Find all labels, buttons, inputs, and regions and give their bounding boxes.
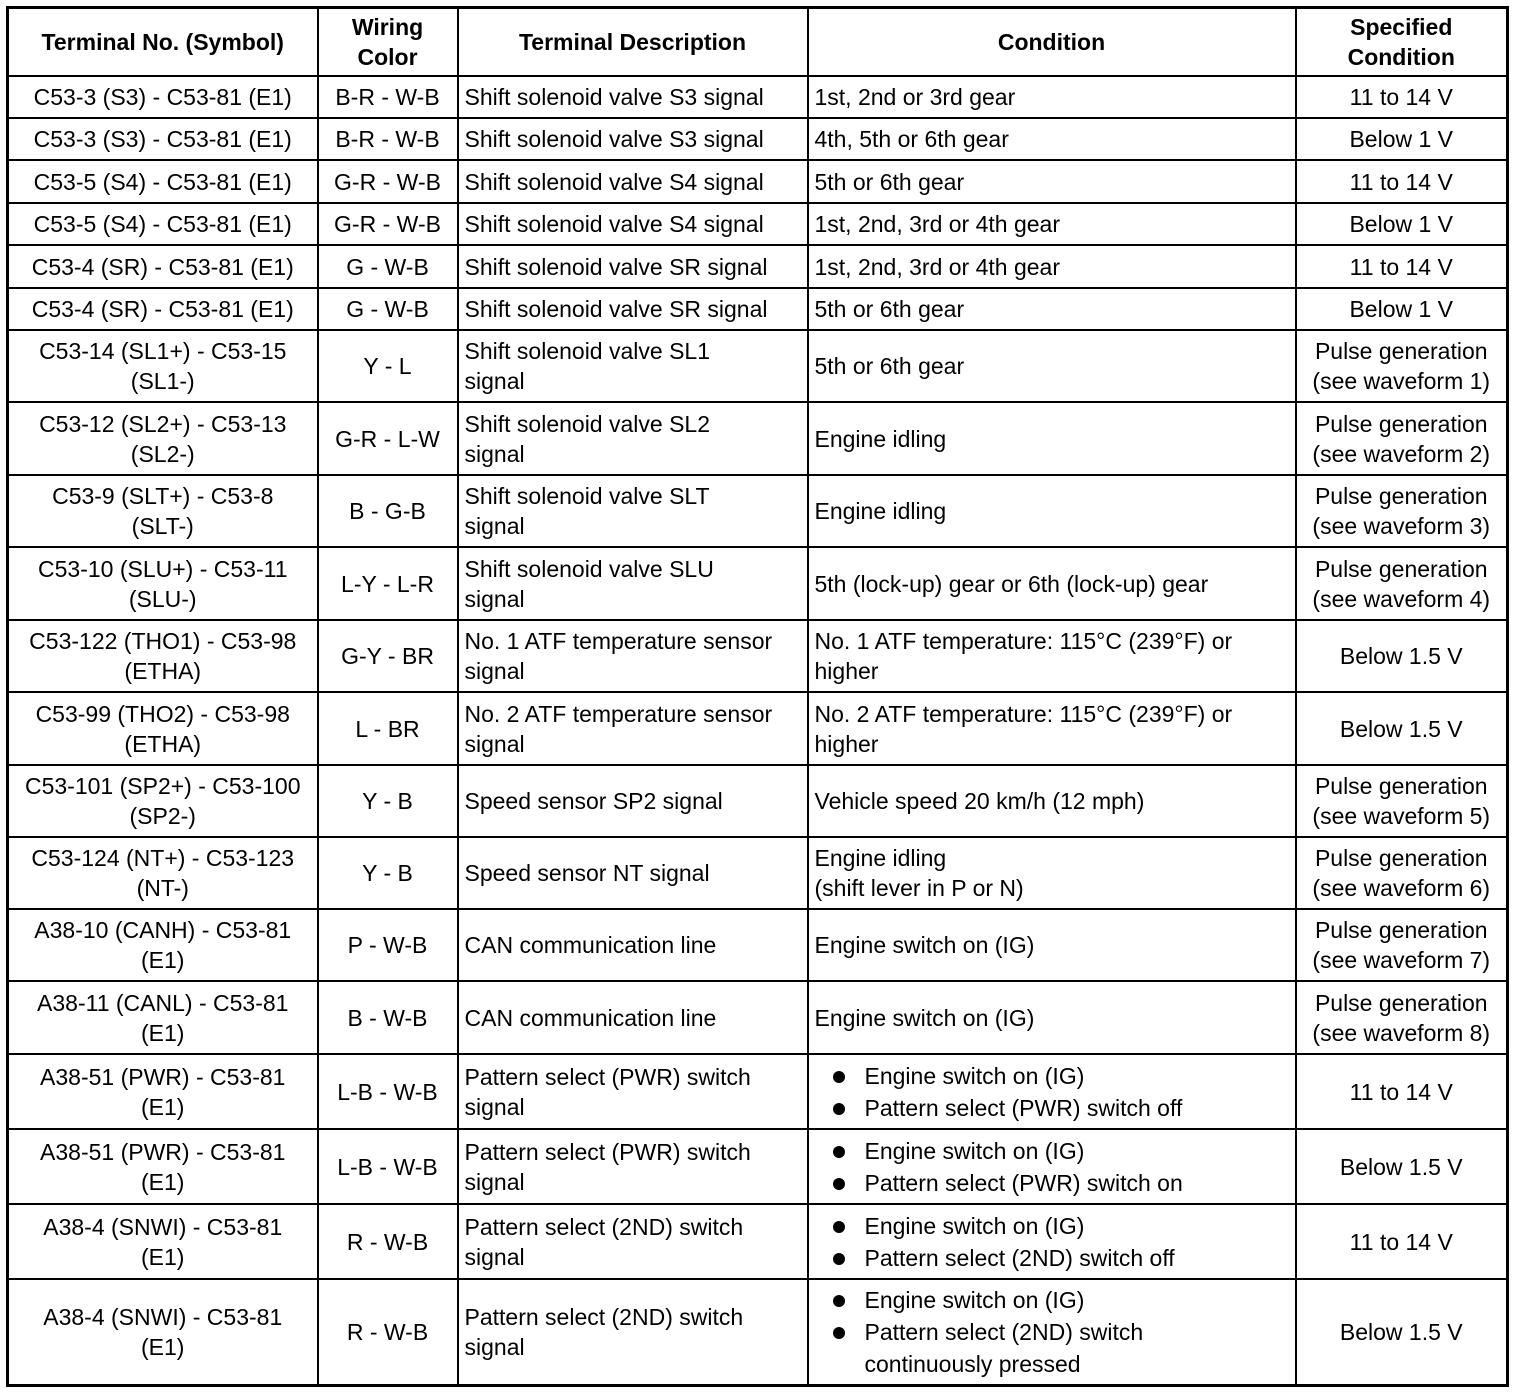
condition-cell: [808, 160, 1296, 203]
table-row: [8, 692, 1508, 765]
cell-text: No. 1 ATF temperature: 115°C (239°F) or: [814, 628, 1233, 654]
table-row: [8, 620, 1508, 692]
cell-text: C53-5 (S4) - C53-81 (E1): [33, 211, 292, 237]
condition-cell: [808, 837, 1296, 909]
terminal-cell: [8, 1129, 318, 1204]
specified-condition-cell: [1296, 620, 1508, 692]
specified-condition-cell: [1296, 692, 1508, 765]
cell-text: (SP2-): [129, 803, 196, 829]
cell-text: C53-122 (THO1) - C53-98: [29, 628, 297, 654]
wiring-color-cell: B - G-B: [318, 475, 458, 547]
description-cell: [458, 1054, 808, 1129]
wiring-color-cell: L - BR: [318, 692, 458, 765]
cell-text: C53-9 (SLT+) - C53-8: [52, 483, 274, 509]
specified-condition-cell: [1296, 288, 1508, 330]
cell-text: Below 1 V: [1349, 126, 1454, 152]
table-row: [8, 1279, 1508, 1385]
terminal-inspection-table: [6, 6, 1509, 1387]
cell-text: 11 to 14 V: [1349, 84, 1453, 110]
condition-cell: [808, 245, 1296, 288]
cell-text: (see waveform 5): [1312, 803, 1491, 829]
specified-condition-cell: [1296, 1204, 1508, 1279]
header-terminal-description: Terminal Description: [458, 8, 808, 77]
terminal-cell: [8, 402, 318, 475]
wiring-color-cell: P - W-B: [318, 909, 458, 981]
cell-text: Speed sensor SP2 signal: [464, 788, 723, 814]
wiring-color-cell: Y - L: [318, 330, 458, 402]
condition-cell: [808, 402, 1296, 475]
cell-text: Engine idling: [814, 425, 947, 452]
table-wrapper: [6, 6, 1509, 1387]
condition-bullet-list: [815, 1284, 1289, 1380]
table-row: [8, 765, 1508, 837]
table-row: [8, 547, 1508, 620]
cell-text: Shift solenoid valve SR signal: [464, 296, 768, 322]
cell-text: A38-51 (PWR) - C53-81: [40, 1138, 286, 1165]
cell-text: A38-10 (CANH) - C53-81: [34, 917, 292, 943]
table-row: [8, 1204, 1508, 1279]
cell-text: Below 1.5 V: [1339, 715, 1463, 742]
cell-text: 11 to 14 V: [1349, 1228, 1453, 1255]
cell-text: signal: [464, 730, 525, 757]
cell-text: No. 2 ATF temperature sensor: [464, 700, 773, 727]
cell-text: (E1): [141, 1168, 185, 1195]
condition-cell: [808, 1279, 1296, 1385]
cell-text: CAN communication line: [464, 932, 717, 958]
cell-text: Shift solenoid valve SLU: [464, 555, 714, 582]
cell-text: A38-4 (SNWI) - C53-81: [43, 1213, 283, 1240]
cell-text: (shift lever in P or N): [814, 875, 1024, 901]
cell-text: C53-3 (S3) - C53-81 (E1): [33, 84, 292, 110]
wiring-color-cell: Y - B: [318, 765, 458, 837]
table-body: [8, 76, 1508, 1385]
wiring-color-cell: G - W-B: [318, 245, 458, 288]
specified-condition-cell: [1296, 1054, 1508, 1129]
wiring-color-cell: L-Y - L-R: [318, 547, 458, 620]
condition-cell: [808, 1204, 1296, 1279]
cell-text: higher: [814, 658, 879, 684]
description-cell: [458, 245, 808, 288]
specified-condition-cell: [1296, 909, 1508, 981]
condition-cell: [808, 288, 1296, 330]
description-cell: [458, 160, 808, 203]
cell-text: (NT-): [136, 875, 189, 901]
cell-text: Shift solenoid valve SL2: [464, 410, 710, 437]
condition-cell: [808, 330, 1296, 402]
condition-cell: [808, 909, 1296, 981]
condition-cell: [808, 1054, 1296, 1129]
cell-text: Pattern select (2ND) switch: [464, 1213, 744, 1240]
condition-bullet-item: Engine switch on (IG): [833, 1060, 1289, 1092]
specified-condition-cell: [1296, 837, 1508, 909]
header-row: [8, 8, 1508, 77]
cell-text: 5th or 6th gear: [814, 168, 965, 195]
condition-cell: [808, 981, 1296, 1054]
condition-bullet-item: Pattern select (PWR) switch off: [833, 1092, 1289, 1124]
wiring-color-cell: B-R - W-B: [318, 76, 458, 118]
condition-bullet-item: Pattern select (PWR) switch on: [833, 1167, 1289, 1199]
cell-text: 11 to 14 V: [1349, 168, 1453, 195]
description-cell: [458, 118, 808, 160]
condition-cell: [808, 692, 1296, 765]
cell-text: Shift solenoid valve S4 signal: [464, 168, 764, 195]
cell-text: Below 1 V: [1349, 296, 1454, 322]
specified-condition-cell: [1296, 475, 1508, 547]
header-condition: Condition: [808, 8, 1296, 77]
description-cell: [458, 203, 808, 245]
terminal-cell: [8, 160, 318, 203]
cell-text: Shift solenoid valve SR signal: [464, 253, 768, 280]
cell-text: Speed sensor NT signal: [464, 860, 710, 886]
condition-bullet-item: Pattern select (2ND) switch continuously pressed: [833, 1316, 1289, 1380]
cell-text: Pulse generation: [1314, 773, 1488, 799]
cell-text: 4th, 5th or 6th gear: [814, 126, 1009, 152]
terminal-cell: [8, 909, 318, 981]
description-cell: [458, 547, 808, 620]
cell-text: Engine idling: [814, 845, 947, 871]
condition-bullet-item: Pattern select (2ND) switch off: [833, 1242, 1289, 1274]
cell-text: Shift solenoid valve S4 signal: [464, 211, 764, 237]
cell-text: Engine switch on (IG): [814, 1004, 1035, 1031]
cell-text: Engine switch on (IG): [814, 932, 1035, 958]
table-row: [8, 837, 1508, 909]
cell-text: (SL2-): [130, 440, 195, 467]
cell-text: Pulse generation: [1314, 845, 1488, 871]
wiring-color-cell: G - W-B: [318, 288, 458, 330]
table-row: [8, 1054, 1508, 1129]
terminal-cell: [8, 475, 318, 547]
condition-bullet-item: Engine switch on (IG): [833, 1210, 1289, 1242]
cell-text: (SLU-): [128, 585, 197, 612]
cell-text: C53-99 (THO2) - C53-98: [35, 700, 290, 727]
table-row: [8, 118, 1508, 160]
wiring-color-cell: G-Y - BR: [318, 620, 458, 692]
terminal-cell: [8, 118, 318, 160]
description-cell: [458, 1129, 808, 1204]
header-terminal: Terminal No. (Symbol): [8, 8, 318, 77]
condition-bullet-item: Engine switch on (IG): [833, 1135, 1289, 1167]
specified-condition-cell: [1296, 981, 1508, 1054]
table-row: [8, 475, 1508, 547]
cell-text: (SL1-): [130, 368, 195, 394]
wiring-color-cell: R - W-B: [318, 1279, 458, 1385]
cell-text: Pattern select (2ND) switch: [464, 1303, 744, 1330]
cell-text: (see waveform 6): [1312, 875, 1491, 901]
cell-text: Shift solenoid valve SLT: [464, 483, 710, 509]
cell-text: signal: [464, 513, 525, 539]
cell-text: signal: [464, 368, 525, 394]
cell-text: Engine idling: [814, 498, 947, 524]
condition-cell: [808, 765, 1296, 837]
terminal-cell: [8, 1279, 318, 1385]
cell-text: (E1): [141, 1333, 185, 1360]
condition-cell: [808, 118, 1296, 160]
cell-text: (see waveform 7): [1312, 947, 1491, 973]
specified-condition-cell: [1296, 160, 1508, 203]
description-cell: [458, 765, 808, 837]
terminal-cell: [8, 288, 318, 330]
table-row: [8, 288, 1508, 330]
description-cell: [458, 981, 808, 1054]
terminal-cell: [8, 76, 318, 118]
condition-cell: [808, 620, 1296, 692]
cell-text: (see waveform 4): [1312, 585, 1491, 612]
table-row: [8, 76, 1508, 118]
wiring-color-cell: L-B - W-B: [318, 1129, 458, 1204]
cell-text: signal: [464, 1168, 525, 1195]
cell-text: Shift solenoid valve S3 signal: [464, 84, 764, 110]
cell-text: Pattern select (PWR) switch: [464, 1063, 751, 1090]
wiring-color-cell: Y - B: [318, 837, 458, 909]
cell-text: 1st, 2nd, 3rd or 4th gear: [814, 211, 1060, 237]
condition-cell: [808, 1129, 1296, 1204]
terminal-cell: [8, 765, 318, 837]
cell-text: signal: [464, 585, 525, 612]
wiring-color-cell: L-B - W-B: [318, 1054, 458, 1129]
table-row: [8, 981, 1508, 1054]
description-cell: [458, 692, 808, 765]
cell-text: signal: [464, 1243, 525, 1270]
table-row: [8, 203, 1508, 245]
cell-text: signal: [464, 440, 525, 467]
cell-text: signal: [464, 658, 525, 684]
cell-text: (see waveform 8): [1312, 1019, 1491, 1046]
cell-text: A38-4 (SNWI) - C53-81: [43, 1303, 283, 1330]
description-cell: [458, 288, 808, 330]
cell-text: Below 1 V: [1349, 211, 1454, 237]
table-row: [8, 245, 1508, 288]
cell-text: signal: [464, 1333, 525, 1360]
cell-text: (see waveform 1): [1312, 368, 1491, 394]
cell-text: C53-10 (SLU+) - C53-11: [38, 555, 288, 582]
wiring-color-cell: G-R - L-W: [318, 402, 458, 475]
table-row: [8, 330, 1508, 402]
specified-condition-cell: [1296, 245, 1508, 288]
description-cell: [458, 402, 808, 475]
cell-text: signal: [464, 1093, 525, 1120]
cell-text: 1st, 2nd, 3rd or 4th gear: [814, 253, 1060, 280]
description-cell: [458, 76, 808, 118]
wiring-color-cell: B - W-B: [318, 981, 458, 1054]
cell-text: No. 2 ATF temperature: 115°C (239°F) or: [814, 700, 1233, 727]
cell-text: CAN communication line: [464, 1004, 717, 1031]
specified-condition-cell: [1296, 1129, 1508, 1204]
cell-text: (ETHA): [124, 730, 202, 757]
specified-condition-cell: [1296, 402, 1508, 475]
condition-cell: [808, 76, 1296, 118]
cell-text: 1st, 2nd or 3rd gear: [814, 84, 1016, 110]
condition-cell: [808, 547, 1296, 620]
cell-text: 5th or 6th gear: [814, 296, 965, 322]
cell-text: Shift solenoid valve S3 signal: [464, 126, 764, 152]
cell-text: A38-51 (PWR) - C53-81: [40, 1063, 286, 1090]
cell-text: C53-4 (SR) - C53-81 (E1): [31, 253, 294, 280]
cell-text: Pattern select (PWR) switch: [464, 1138, 751, 1165]
cell-text: (E1): [141, 1019, 185, 1046]
description-cell: [458, 837, 808, 909]
condition-bullet-item: Engine switch on (IG): [833, 1284, 1289, 1316]
cell-text: Below 1.5 V: [1339, 1318, 1463, 1345]
description-cell: [458, 1204, 808, 1279]
terminal-cell: [8, 620, 318, 692]
cell-text: higher: [814, 730, 879, 757]
cell-text: (E1): [141, 947, 185, 973]
terminal-cell: [8, 837, 318, 909]
cell-text: Pulse generation: [1314, 338, 1488, 364]
cell-text: C53-4 (SR) - C53-81 (E1): [31, 296, 294, 322]
cell-text: C53-14 (SL1+) - C53-15: [39, 338, 287, 364]
specified-condition-cell: [1296, 1279, 1508, 1385]
condition-cell: [808, 475, 1296, 547]
cell-text: C53-12 (SL2+) - C53-13: [39, 410, 287, 437]
cell-text: (ETHA): [124, 658, 202, 684]
condition-bullet-list: [815, 1135, 1289, 1199]
terminal-cell: [8, 547, 318, 620]
terminal-cell: [8, 1054, 318, 1129]
cell-text: (E1): [141, 1243, 185, 1270]
table-row: [8, 160, 1508, 203]
wiring-color-cell: G-R - W-B: [318, 203, 458, 245]
specified-condition-cell: [1296, 118, 1508, 160]
cell-text: 5th (lock-up) gear or 6th (lock-up) gear: [814, 570, 1209, 597]
cell-text: No. 1 ATF temperature sensor: [464, 628, 773, 654]
cell-text: (E1): [141, 1093, 185, 1120]
description-cell: [458, 620, 808, 692]
cell-text: C53-124 (NT+) - C53-123: [31, 845, 295, 871]
description-cell: [458, 1279, 808, 1385]
cell-text: (see waveform 3): [1312, 513, 1491, 539]
cell-text: A38-11 (CANL) - C53-81: [37, 989, 289, 1016]
table-row: [8, 402, 1508, 475]
cell-text: C53-101 (SP2+) - C53-100: [24, 773, 301, 799]
terminal-cell: [8, 981, 318, 1054]
table-row: [8, 909, 1508, 981]
terminal-cell: [8, 692, 318, 765]
specified-condition-cell: [1296, 203, 1508, 245]
description-cell: [458, 330, 808, 402]
condition-bullet-list: [815, 1210, 1289, 1274]
cell-text: Pulse generation: [1314, 483, 1488, 509]
cell-text: C53-3 (S3) - C53-81 (E1): [33, 126, 292, 152]
terminal-cell: [8, 203, 318, 245]
cell-text: Pulse generation: [1314, 917, 1488, 943]
cell-text: C53-5 (S4) - C53-81 (E1): [33, 168, 292, 195]
cell-text: 5th or 6th gear: [814, 353, 965, 379]
condition-cell: [808, 203, 1296, 245]
table-row: [8, 1129, 1508, 1204]
cell-text: Pulse generation: [1314, 555, 1488, 582]
terminal-cell: [8, 245, 318, 288]
cell-text: Shift solenoid valve SL1: [464, 338, 710, 364]
terminal-cell: [8, 330, 318, 402]
cell-text: (see waveform 2): [1312, 440, 1491, 467]
specified-condition-cell: [1296, 330, 1508, 402]
wiring-color-cell: B-R - W-B: [318, 118, 458, 160]
cell-text: 11 to 14 V: [1349, 1078, 1453, 1105]
wiring-color-cell: R - W-B: [318, 1204, 458, 1279]
cell-text: Pulse generation: [1314, 410, 1488, 437]
specified-condition-cell: [1296, 76, 1508, 118]
header-specified-condition: Specified Condition: [1296, 8, 1508, 77]
specified-condition-cell: [1296, 765, 1508, 837]
cell-text: Below 1.5 V: [1339, 643, 1463, 669]
specified-condition-cell: [1296, 547, 1508, 620]
cell-text: (SLT-): [131, 513, 194, 539]
description-cell: [458, 475, 808, 547]
cell-text: Pulse generation: [1314, 989, 1488, 1016]
condition-bullet-list: [815, 1060, 1289, 1124]
header-wiring-color: Wiring Color: [318, 8, 458, 77]
cell-text: Below 1.5 V: [1339, 1153, 1463, 1180]
wiring-color-cell: G-R - W-B: [318, 160, 458, 203]
cell-text: Vehicle speed 20 km/h (12 mph): [814, 788, 1145, 814]
description-cell: [458, 909, 808, 981]
terminal-cell: [8, 1204, 318, 1279]
cell-text: 11 to 14 V: [1349, 253, 1453, 280]
